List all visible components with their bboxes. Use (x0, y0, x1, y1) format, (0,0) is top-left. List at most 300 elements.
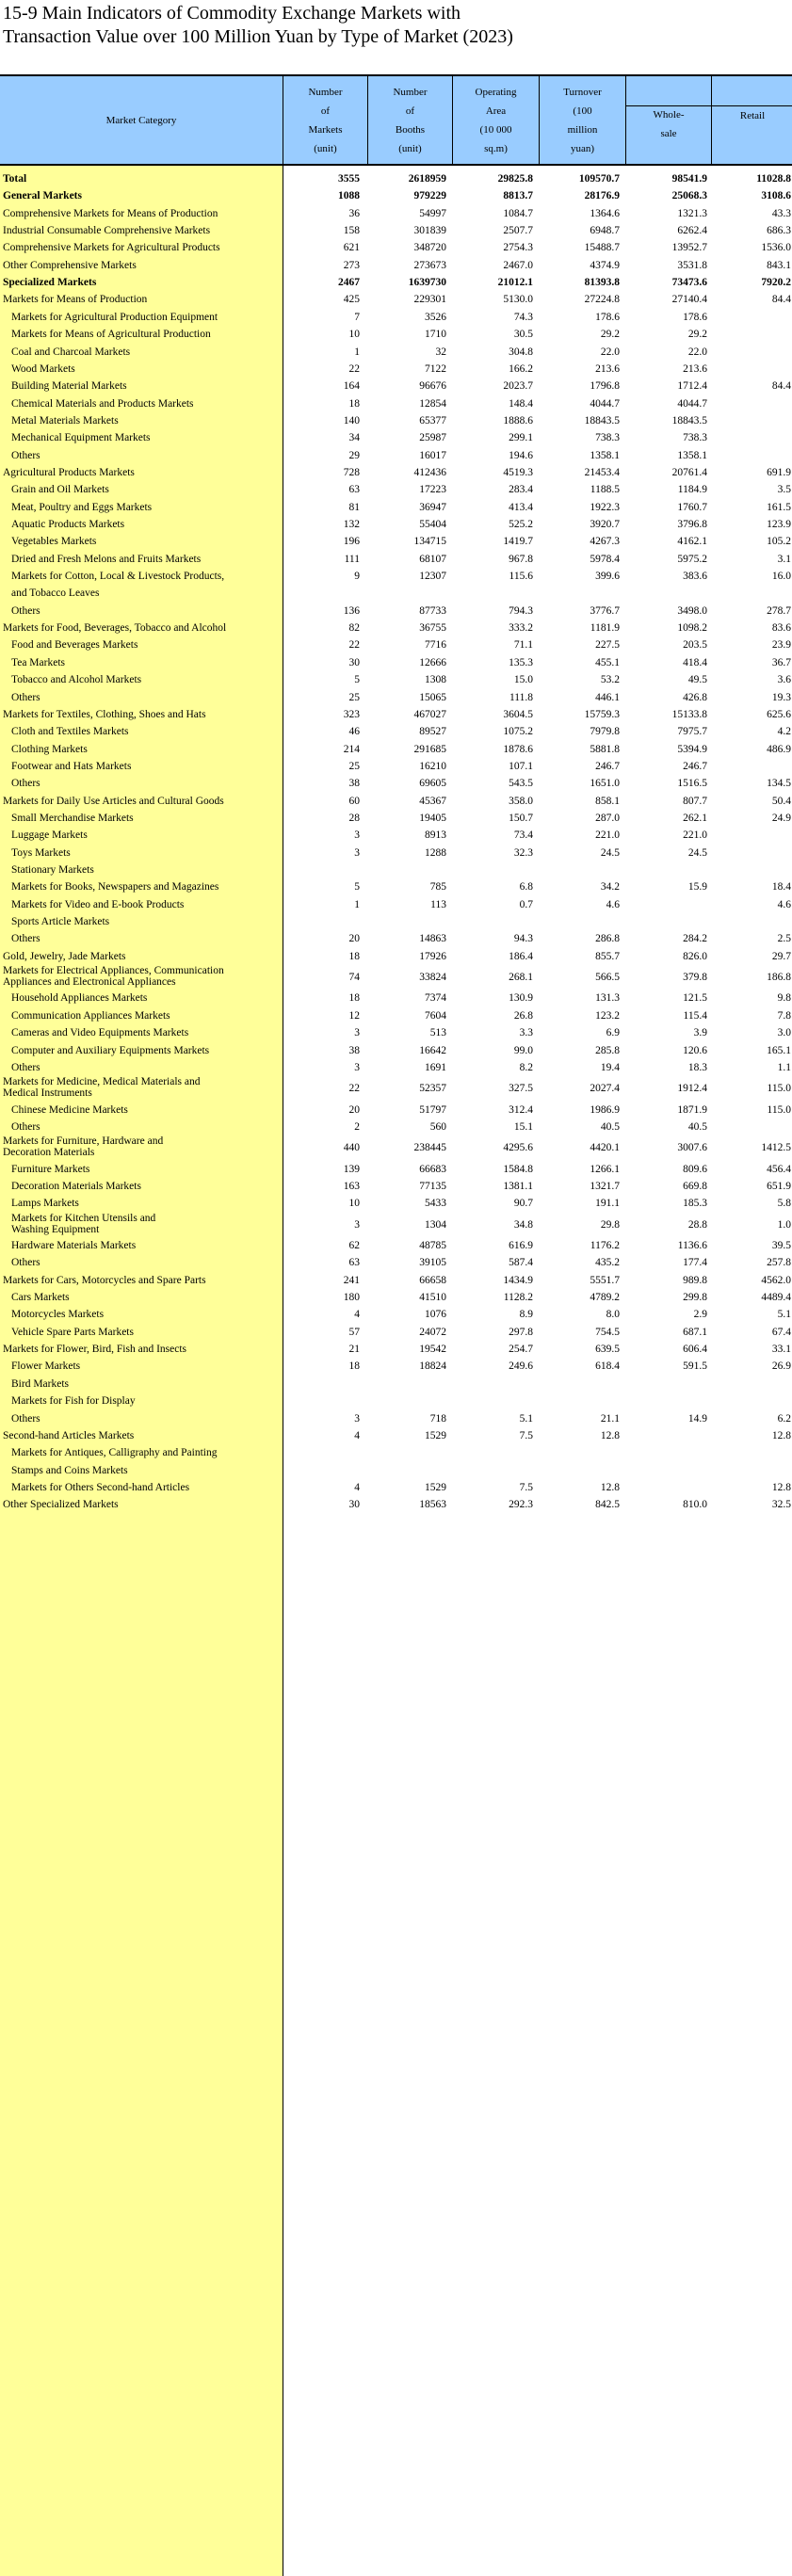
cell-booths: 12854 (419, 397, 446, 410)
cell-booths: 36755 (419, 622, 446, 635)
table-row (0, 1076, 792, 1101)
header-label: of (320, 105, 331, 117)
cell-turnover: 28176.9 (584, 190, 620, 202)
cell-booths: 69605 (419, 778, 446, 790)
cell-wholesale: 25068.3 (671, 190, 707, 202)
cell-retail: 165.1 (767, 1044, 791, 1056)
table-header (0, 74, 792, 166)
cell-wholesale: 24.5 (687, 846, 707, 859)
table-row (0, 1496, 792, 1513)
cell-booths: 87733 (419, 604, 446, 617)
cell-booths: 1691 (425, 1061, 446, 1073)
cell-markets: 2467 (338, 277, 360, 289)
table-row (0, 205, 792, 222)
cell-area: 1084.7 (503, 207, 533, 219)
cell-markets: 20 (348, 1103, 360, 1116)
cell-markets: 2 (354, 1120, 360, 1133)
table-row (0, 758, 792, 775)
cell-retail: 18.4 (771, 881, 791, 894)
row-category (11, 481, 290, 498)
cell-wholesale: 3498.0 (677, 604, 707, 617)
cell-turnover: 738.3 (595, 432, 620, 444)
cell-area: 413.4 (509, 501, 533, 513)
cell-area: 292.3 (509, 1499, 533, 1511)
header-label: (unit) (314, 142, 337, 154)
cell-markets: 1 (354, 898, 360, 910)
cell-turnover: 24.5 (600, 846, 620, 859)
cell-turnover: 1181.9 (590, 622, 620, 635)
cell-area: 99.0 (513, 1044, 533, 1056)
cell-booths: 16017 (419, 449, 446, 461)
row-category (3, 965, 282, 988)
row-category (3, 205, 282, 222)
cell-wholesale: 6262.4 (677, 225, 707, 237)
row-category-label: Building Material Markets (11, 380, 127, 393)
table-row (0, 827, 792, 844)
cell-turnover: 2027.4 (590, 1083, 620, 1095)
cell-booths: 229301 (413, 294, 446, 306)
cell-wholesale: 418.4 (683, 656, 707, 668)
row-category-label: Furniture Markets (11, 1163, 90, 1175)
cell-turnover: 53.2 (600, 674, 620, 686)
table-row (0, 429, 792, 446)
row-category-label: Mechanical Equipment Markets (11, 432, 151, 444)
cell-booths: 18824 (419, 1360, 446, 1373)
cell-area: 107.1 (509, 760, 533, 772)
cell-area: 4519.3 (503, 466, 533, 478)
cell-turnover: 22.0 (600, 346, 620, 358)
cell-markets: 3 (354, 1412, 360, 1425)
cell-markets: 46 (348, 726, 360, 738)
cell-booths: 14863 (419, 933, 446, 945)
cell-turnover: 191.1 (595, 1198, 620, 1210)
cell-retail: 39.5 (771, 1240, 791, 1251)
cell-turnover: 1358.1 (590, 449, 620, 461)
cell-area: 1584.8 (503, 1163, 533, 1175)
table-row (0, 1135, 792, 1160)
cell-booths: 412436 (413, 466, 446, 478)
table-row (0, 723, 792, 740)
cell-area: 587.4 (509, 1257, 533, 1269)
cell-turnover: 19.4 (600, 1061, 620, 1073)
cell-markets: 425 (343, 294, 360, 306)
table-row (0, 689, 792, 706)
row-category (11, 326, 290, 343)
row-category-label: Stamps and Coins Markets (11, 1464, 128, 1476)
cell-turnover: 435.2 (595, 1257, 620, 1269)
cell-area: 8.9 (519, 1309, 533, 1321)
table-row (0, 533, 792, 550)
table-row (0, 464, 792, 481)
cell-area: 268.1 (509, 972, 533, 984)
row-category (11, 568, 290, 585)
cell-markets: 3 (354, 846, 360, 859)
row-category (11, 499, 290, 516)
cell-booths: 979229 (413, 190, 446, 202)
cell-turnover: 6948.7 (590, 225, 620, 237)
cell-wholesale: 687.1 (683, 1326, 707, 1338)
cell-booths: 2618959 (408, 173, 446, 185)
cell-retail: 2.5 (777, 933, 791, 945)
row-category (3, 1496, 282, 1513)
table-row (0, 1042, 792, 1059)
cell-retail: 11028.8 (756, 173, 791, 185)
cell-markets: 22 (348, 1083, 360, 1095)
row-category (11, 447, 290, 464)
cell-retail: 105.2 (767, 536, 791, 548)
cell-retail: 186.8 (767, 972, 791, 984)
cell-retail: 4489.4 (761, 1292, 791, 1304)
row-category (3, 274, 282, 291)
cell-wholesale: 284.2 (683, 933, 707, 945)
row-category (11, 516, 290, 533)
row-category (3, 222, 282, 239)
cell-area: 90.7 (513, 1198, 533, 1210)
cell-retail: 161.5 (767, 501, 791, 513)
row-category (11, 671, 290, 688)
cell-retail: 33.1 (771, 1344, 791, 1356)
cell-area: 1128.2 (503, 1292, 533, 1304)
cell-retail: 3.1 (777, 553, 791, 565)
cell-turnover: 455.1 (595, 656, 620, 668)
row-category-label: Computer and Auxiliary Equipments Markets (11, 1044, 210, 1056)
cell-turnover: 8.0 (606, 1309, 620, 1321)
cell-markets: 323 (343, 708, 360, 720)
cell-turnover: 5881.8 (590, 743, 620, 755)
cell-area: 74.3 (513, 311, 533, 323)
row-category (11, 361, 290, 378)
row-category (11, 1119, 290, 1135)
cell-markets: 25 (348, 691, 360, 703)
row-category-label: Lamps Markets (11, 1198, 79, 1210)
cell-markets: 81 (348, 501, 360, 513)
table-row (0, 1444, 792, 1461)
row-category (11, 1059, 290, 1076)
cell-booths: 19542 (419, 1344, 446, 1356)
row-category (11, 1479, 290, 1496)
cell-turnover: 566.5 (595, 972, 620, 984)
row-category-label: Household Appliances Markets (11, 992, 148, 1005)
cell-retail: 115.0 (767, 1103, 791, 1116)
table-row (0, 395, 792, 412)
row-category (11, 1393, 290, 1409)
cell-wholesale: 29.2 (687, 329, 707, 341)
cell-booths: 1308 (425, 674, 446, 686)
row-category-label: General Markets (3, 190, 82, 202)
cell-wholesale: 810.0 (683, 1499, 707, 1511)
table-row (0, 1289, 792, 1306)
cell-area: 327.5 (509, 1083, 533, 1095)
row-category (11, 1289, 290, 1306)
cell-area: 30.5 (513, 329, 533, 341)
row-category (11, 636, 290, 653)
cell-retail: 43.3 (771, 207, 791, 219)
cell-area: 26.8 (513, 1009, 533, 1022)
cell-retail: 651.9 (767, 1180, 791, 1192)
cell-turnover: 18843.5 (584, 414, 620, 427)
cell-turnover: 1986.9 (590, 1103, 620, 1116)
header-label: Operating (475, 86, 517, 98)
cell-retail: 84.4 (771, 294, 791, 306)
row-category-label: Vegetables Markets (11, 536, 97, 548)
cell-markets: 18 (348, 992, 360, 1005)
cell-booths: 32 (435, 346, 446, 358)
cell-wholesale: 5394.9 (677, 743, 707, 755)
cell-markets: 30 (348, 1499, 360, 1511)
cell-booths: 17926 (419, 950, 446, 962)
row-category (3, 793, 282, 810)
cell-wholesale: 20761.4 (671, 466, 707, 478)
table-row (0, 741, 792, 758)
cell-retail: 6.2 (777, 1412, 791, 1425)
cell-retail: 19.3 (771, 691, 791, 703)
cell-area: 283.4 (509, 484, 533, 496)
table-row (0, 671, 792, 688)
cell-booths: 66683 (419, 1163, 446, 1175)
cell-area: 7.5 (519, 1429, 533, 1441)
cell-markets: 132 (343, 519, 360, 530)
cell-retail: 4.6 (777, 898, 791, 910)
table-row (0, 257, 792, 274)
cell-retail: 3108.6 (761, 190, 791, 202)
cell-area: 358.0 (509, 795, 533, 807)
cell-booths: 7122 (425, 362, 446, 375)
cell-area: 130.9 (509, 992, 533, 1005)
table-row (0, 1161, 792, 1178)
cell-booths: 33824 (419, 972, 446, 984)
cell-area: 616.9 (509, 1240, 533, 1251)
row-category-label-cont: Washing Equipment (11, 1223, 100, 1235)
row-category (11, 1195, 290, 1212)
cell-wholesale: 1871.9 (677, 1103, 707, 1116)
header-retail (711, 76, 792, 164)
cell-booths: 36947 (419, 501, 446, 513)
table-row (0, 1324, 792, 1341)
row-category (11, 741, 290, 758)
row-category-label-cont: Medical Instruments (3, 1087, 92, 1100)
table-row (0, 1410, 792, 1427)
row-category (3, 1076, 282, 1099)
cell-markets: 21 (348, 1344, 360, 1356)
table-row (0, 775, 792, 792)
row-category-label: Markets for Textiles, Clothing, Shoes and Hats (3, 708, 206, 720)
table-row (0, 361, 792, 378)
cell-wholesale: 606.4 (683, 1344, 707, 1356)
cell-area: 249.6 (509, 1360, 533, 1373)
cell-markets: 139 (343, 1163, 360, 1175)
row-category (11, 775, 290, 792)
row-category-label: Meat, Poultry and Eggs Markets (11, 501, 153, 513)
cell-booths: 7374 (425, 992, 446, 1005)
cell-booths: 39105 (419, 1257, 446, 1269)
cell-markets: 241 (343, 1274, 360, 1286)
cell-wholesale: 1321.3 (677, 207, 707, 219)
row-category-label: Markets for Others Second-hand Articles (11, 1481, 190, 1493)
cell-booths: 52357 (419, 1083, 446, 1095)
row-category (11, 689, 290, 706)
cell-wholesale: 178.6 (683, 311, 707, 323)
cell-turnover: 1188.5 (590, 484, 620, 496)
cell-turnover: 285.8 (595, 1044, 620, 1056)
row-category-label: Markets for Antiques, Calligraphy and Painting (11, 1447, 218, 1459)
cell-booths: 1529 (425, 1429, 446, 1441)
cell-booths: 1529 (425, 1481, 446, 1493)
cell-area: 2507.7 (503, 225, 533, 237)
cell-area: 0.7 (519, 898, 533, 910)
header-label: million (567, 123, 598, 136)
row-category-label: Markets for Medicine, Medical Materials and (3, 1076, 201, 1088)
cell-markets: 22 (348, 639, 360, 652)
cell-area: 794.3 (509, 604, 533, 617)
cell-booths: 113 (430, 898, 446, 910)
cell-retail: 691.9 (767, 466, 791, 478)
cell-turnover: 21453.4 (584, 466, 620, 478)
row-category (11, 861, 290, 878)
cell-markets: 9 (354, 571, 360, 583)
table-row (0, 239, 792, 256)
cell-retail: 50.4 (771, 795, 791, 807)
cell-booths: 18563 (419, 1499, 446, 1511)
cell-area: 115.6 (509, 571, 533, 583)
table-row (0, 1479, 792, 1496)
cell-wholesale: 246.7 (683, 760, 707, 772)
cell-wholesale: 4044.7 (677, 397, 707, 410)
cell-turnover: 618.4 (595, 1360, 620, 1373)
cell-wholesale: 5975.2 (677, 553, 707, 565)
cell-area: 21012.1 (497, 277, 533, 289)
cell-wholesale: 2.9 (693, 1309, 707, 1321)
cell-markets: 30 (348, 656, 360, 668)
table-row (0, 620, 792, 636)
cell-turnover: 123.2 (595, 1009, 620, 1022)
cell-area: 7.5 (519, 1481, 533, 1493)
cell-turnover: 4.6 (606, 898, 620, 910)
row-category-label-cont: Appliances and Electronical Appliances (3, 976, 176, 989)
cell-wholesale: 262.1 (683, 812, 707, 824)
cell-retail: 7920.2 (761, 277, 791, 289)
row-category (11, 309, 290, 326)
title-line-2: Transaction Value over 100 Million Yuan by Type of Market (2023) (3, 26, 513, 47)
cell-retail: 84.4 (771, 380, 791, 393)
row-category (11, 896, 290, 913)
table-row (0, 810, 792, 827)
cell-booths: 16210 (419, 760, 446, 772)
cell-wholesale: 3531.8 (677, 259, 707, 271)
cell-booths: 89527 (419, 726, 446, 738)
cell-markets: 440 (343, 1142, 360, 1154)
cell-markets: 62 (348, 1240, 360, 1251)
header-turnover (539, 76, 625, 164)
cell-wholesale: 826.0 (683, 950, 707, 962)
cell-area: 6.8 (519, 881, 533, 894)
row-category (11, 845, 290, 861)
table-row (0, 187, 792, 204)
cell-wholesale: 383.6 (683, 571, 707, 583)
cell-retail: 843.1 (767, 259, 791, 271)
row-category-label: Markets for Electrical Appliances, Communication (3, 965, 224, 977)
cell-booths: 68107 (419, 553, 446, 565)
cell-area: 8813.7 (503, 190, 533, 202)
cell-turnover: 12.8 (600, 1429, 620, 1441)
cell-turnover: 286.8 (595, 933, 620, 945)
cell-markets: 18 (348, 397, 360, 410)
row-category (3, 1135, 282, 1158)
header-label: sale (660, 128, 677, 139)
row-category (11, 1358, 290, 1375)
cell-markets: 60 (348, 795, 360, 807)
header-number-of-markets (283, 76, 367, 164)
cell-wholesale: 1136.6 (677, 1240, 707, 1251)
cell-markets: 1088 (338, 190, 360, 202)
row-category-label: Markets for Fish for Display (11, 1395, 136, 1408)
cell-area: 312.4 (509, 1103, 533, 1116)
row-category-label: Markets for Means of Agricultural Production (11, 329, 211, 341)
cell-wholesale: 221.0 (683, 829, 707, 842)
cell-markets: 5 (354, 674, 360, 686)
row-category (11, 429, 290, 446)
cell-booths: 348720 (413, 242, 446, 254)
table-row (0, 654, 792, 671)
row-category-label: Footwear and Hats Markets (11, 760, 132, 772)
cell-turnover: 27224.8 (584, 294, 620, 306)
row-category-label: Others (11, 691, 40, 703)
cell-booths: 5433 (425, 1198, 446, 1210)
cell-retail: 7.8 (777, 1009, 791, 1022)
table-row (0, 1341, 792, 1358)
row-category-label: Chinese Medicine Markets (11, 1103, 128, 1116)
cell-wholesale: 121.5 (683, 992, 707, 1005)
cell-markets: 273 (343, 259, 360, 271)
cell-turnover: 1651.0 (590, 778, 620, 790)
cell-markets: 3 (354, 1027, 360, 1039)
row-category (11, 1444, 290, 1461)
cell-turnover: 4420.1 (590, 1142, 620, 1154)
cell-wholesale: 14.9 (687, 1412, 707, 1425)
row-category (3, 257, 282, 274)
cell-turnover: 15759.3 (584, 708, 620, 720)
cell-area: 2023.7 (503, 380, 533, 393)
cell-wholesale: 591.5 (683, 1360, 707, 1373)
cell-area: 34.8 (513, 1218, 533, 1231)
cell-wholesale: 1760.7 (677, 501, 707, 513)
table-row (0, 412, 792, 429)
cell-wholesale: 807.7 (683, 795, 707, 807)
table-row (0, 516, 792, 533)
row-category (11, 913, 290, 930)
cell-booths: 1639730 (408, 277, 446, 289)
cell-booths: 96676 (419, 380, 446, 393)
cell-booths: 1304 (425, 1218, 446, 1231)
cell-turnover: 29.8 (600, 1218, 620, 1231)
row-category-label: Coal and Charcoal Markets (11, 346, 131, 358)
row-category (11, 1102, 290, 1119)
cell-wholesale: 3007.6 (677, 1142, 707, 1154)
cell-wholesale: 379.8 (683, 972, 707, 984)
row-category (11, 585, 290, 602)
table-row (0, 222, 792, 239)
row-category-label: Hardware Materials Markets (11, 1240, 137, 1251)
cell-turnover: 5978.4 (590, 553, 620, 565)
row-category-label: Chemical Materials and Products Markets (11, 397, 194, 410)
cell-turnover: 81393.8 (584, 277, 620, 289)
cell-markets: 111 (344, 553, 360, 565)
cell-area: 3604.5 (503, 708, 533, 720)
cell-turnover: 227.5 (595, 639, 620, 652)
row-category-label: Markets for Flower, Bird, Fish and Insects (3, 1344, 187, 1356)
table-row (0, 845, 792, 861)
row-category (11, 378, 290, 394)
row-category-label: Markets for Agricultural Production Equipment (11, 311, 218, 323)
